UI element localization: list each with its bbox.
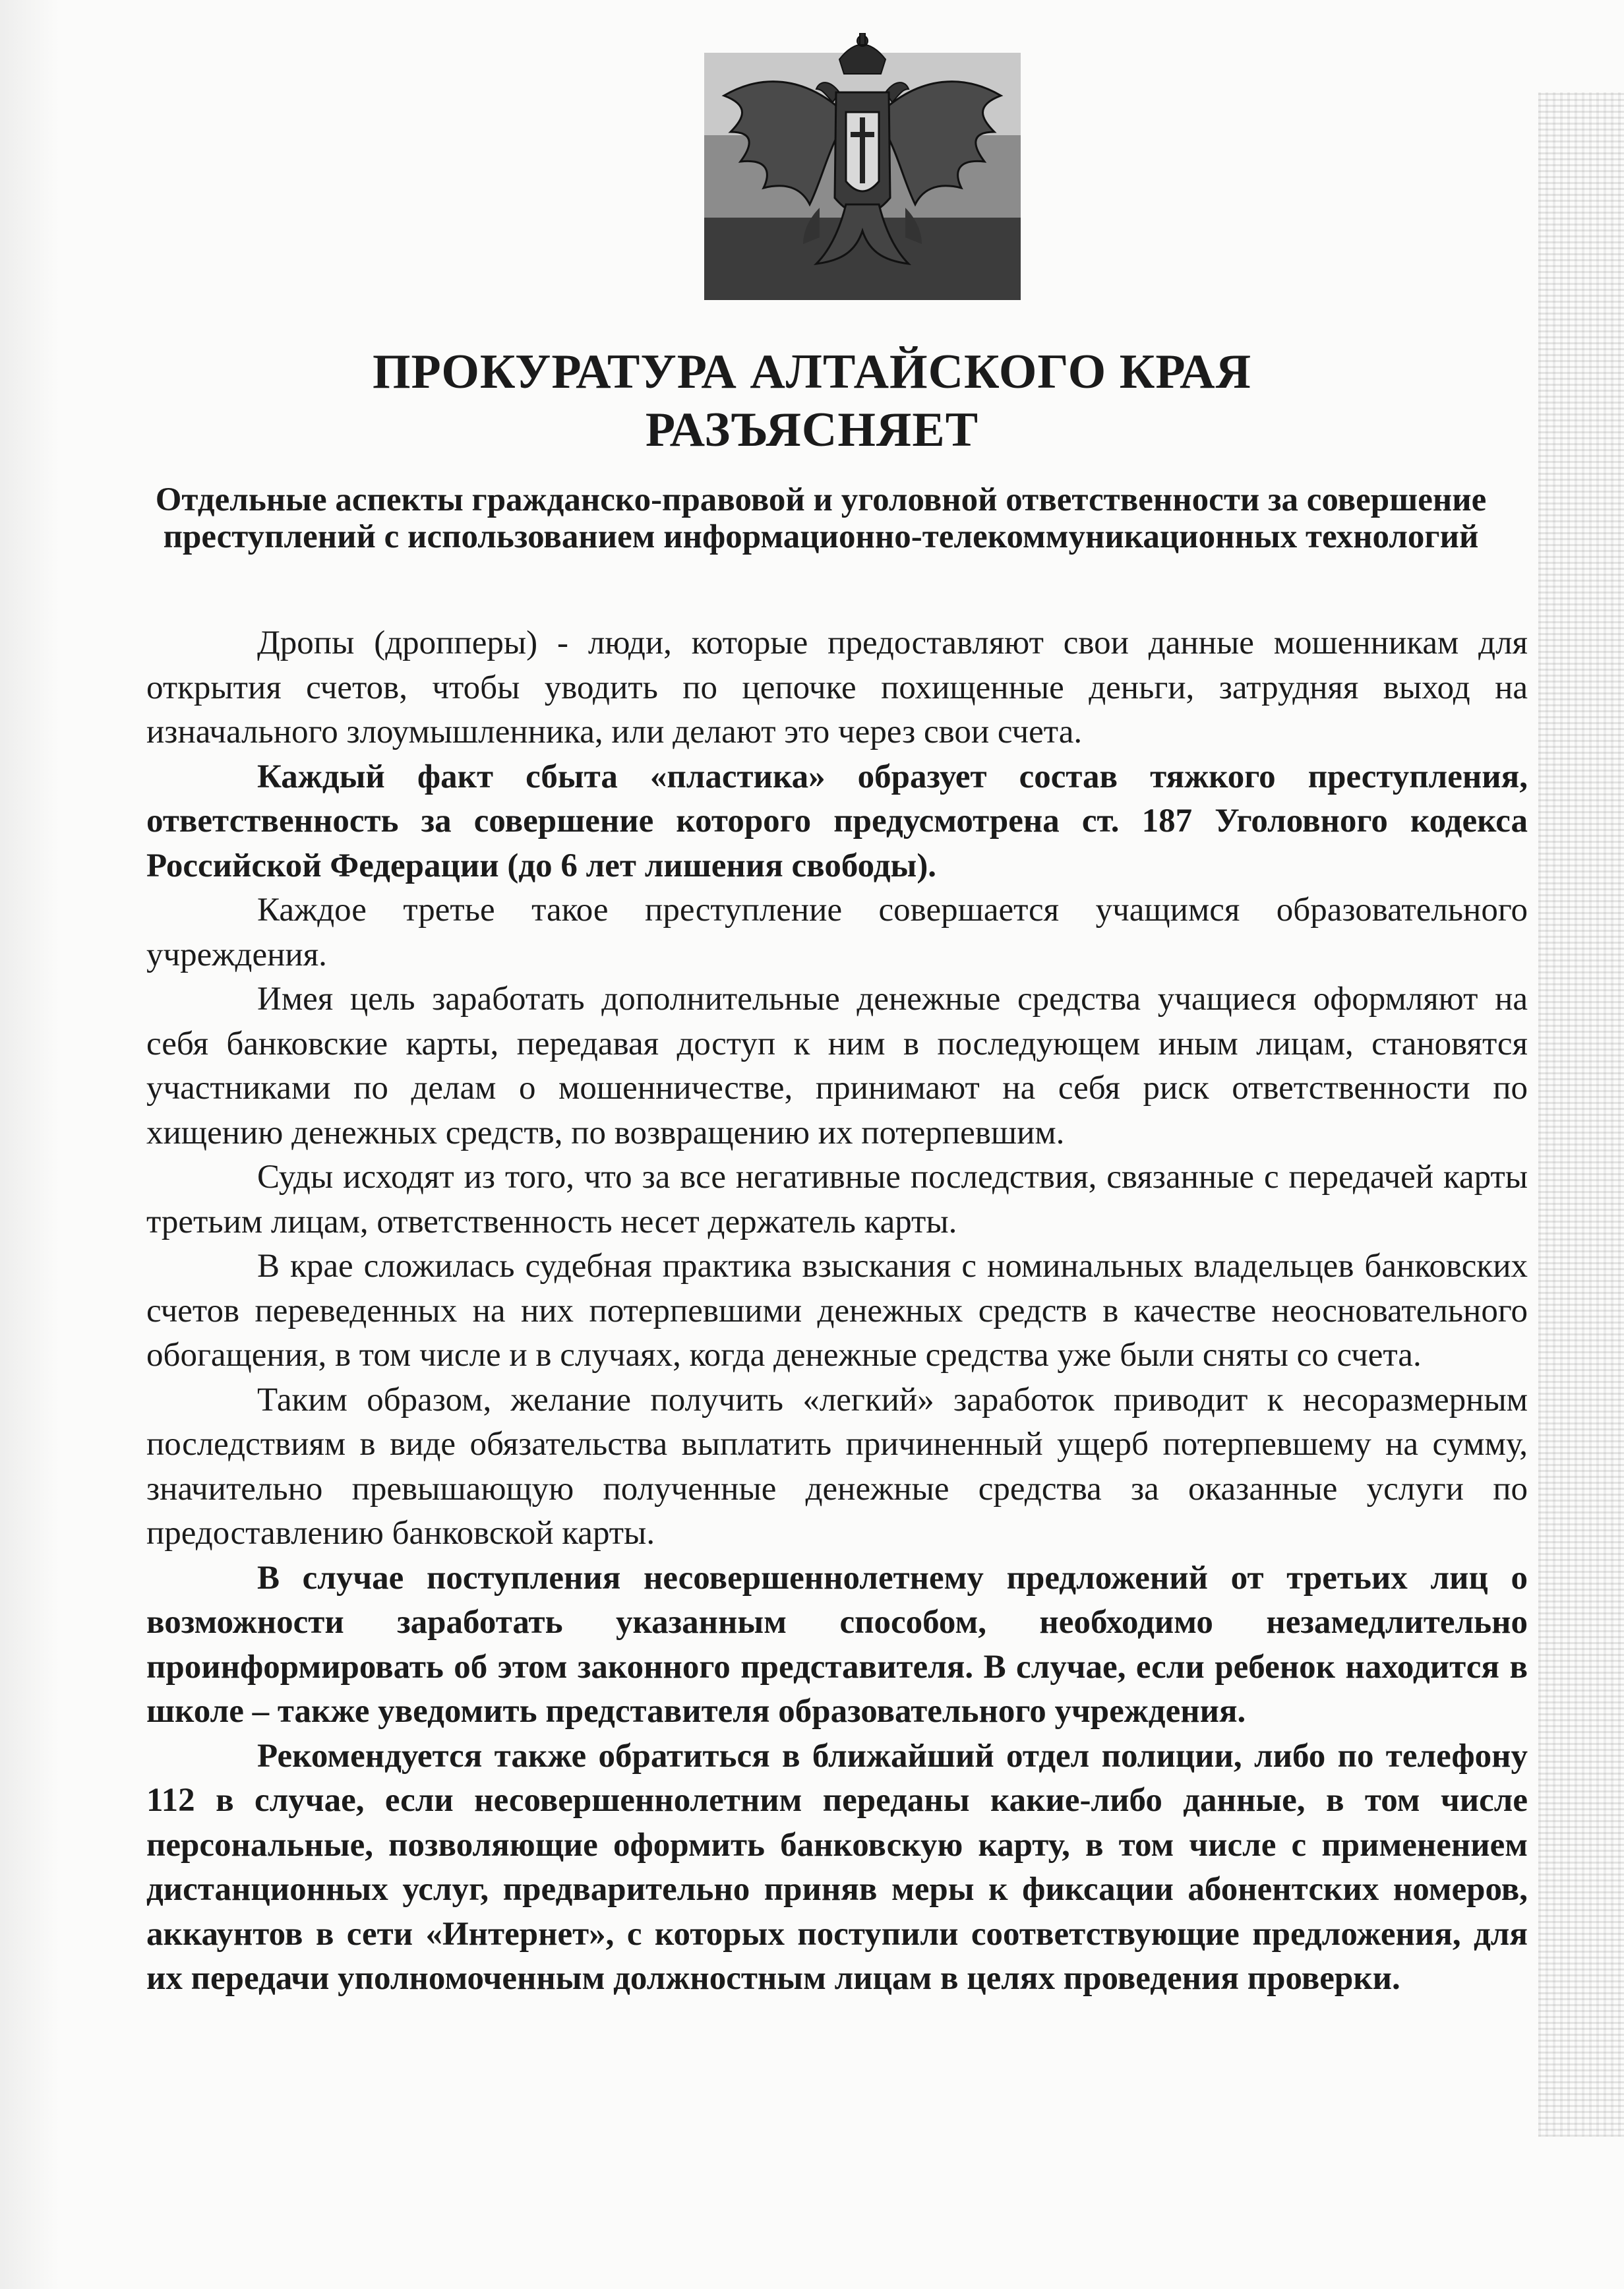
scan-shadow-left — [0, 0, 59, 2289]
paragraph-droppers-definition: Дропы (дропперы) - люди, которые предоставляют свои данные мошенникам для открытия счетов, чтобы уводить по цепочке похищенные деньги, затрудняя выход на изначального злоумышленника, или делают это через свои счета. — [146, 625, 1528, 750]
paragraph-students-share: Каждое третье такое преступление совершается учащимся образовательного учреждения. — [146, 892, 1528, 973]
paragraph-inform-representative: В случае поступления несовершеннолетнему предложений от третьих лиц о возможности заработать указанным способом, необходимо незамедлительно проинформировать об этом законного представителя. В случае, если ребенок находится в школе – также уведомить представителя образовательного учреждения. — [146, 1559, 1528, 1730]
paragraph-contact-police: Рекомендуется также обратиться в ближайший отдел полиции, либо по телефону 112 в случае, если несовершеннолетним переданы какие-либо данные, в том числе персональные, позволяющие оформить банковскую карту, в том числе с применением дистанционных услуг, предварительно приняв меры к фиксации абонентских номеров, аккаунтов в сети «Интернет», с которых поступили соответствующие предложения, для их передачи уполномоченным должностным лицам в целях проведения проверки. — [146, 1737, 1528, 1997]
document-subtitle: Отдельные аспекты гражданско-правовой и уголовной ответственности за совершение преступлений с использованием информационно-телекоммуникационных технологий — [155, 481, 1487, 555]
page-title: ПРОКУРАТУРА АЛТАЙСКОГО КРАЯ — [372, 345, 1252, 399]
paragraph-criminal-liability: Каждый факт сбыта «пластика» образует состав тяжкого преступления, ответственность за совершение которого предусмотрена ст. 187 Уголовного кодекса Российской Федерации (до 6 лет лишения свободы). — [146, 758, 1528, 884]
document-body — [146, 621, 1528, 2001]
paragraph-courts-position: Суды исходят из того, что за все негативные последствия, связанные с передачей карты третьим лицам, ответственность несет держатель карты. — [146, 1159, 1528, 1240]
paragraph-students-risk: Имея цель заработать дополнительные денежные средства учащиеся оформляют на себя банковские карты, передавая доступ к ним в последующем иным лицам, становятся участниками по делам о мошенничестве, принимают на себя риск ответственности по хищению денежных средств, по возвращению их потерпевшим. — [146, 981, 1528, 1151]
prosecutor-emblem-icon — [704, 33, 1021, 303]
paragraph-judicial-practice: В крае сложилась судебная практика взыскания с номинальных владельцев банковских счетов переведенных на них потерпевшими денежных средств в качестве неосновательного обогащения, в том числе и в случаях, когда денежные средства уже были сняты со счета. — [146, 1248, 1528, 1374]
paragraph-consequences: Таким образом, желание получить «легкий» заработок приводит к несоразмерным последствиям в виде обязательства выплатить причиненный ущерб потерпевшему на сумму, значительно превышающую полученные денежные средства за оказанные услуги по предоставлению банковской карты. — [146, 1381, 1528, 1552]
page-title-secondary: РАЗЪЯСНЯЕТ — [645, 403, 979, 457]
